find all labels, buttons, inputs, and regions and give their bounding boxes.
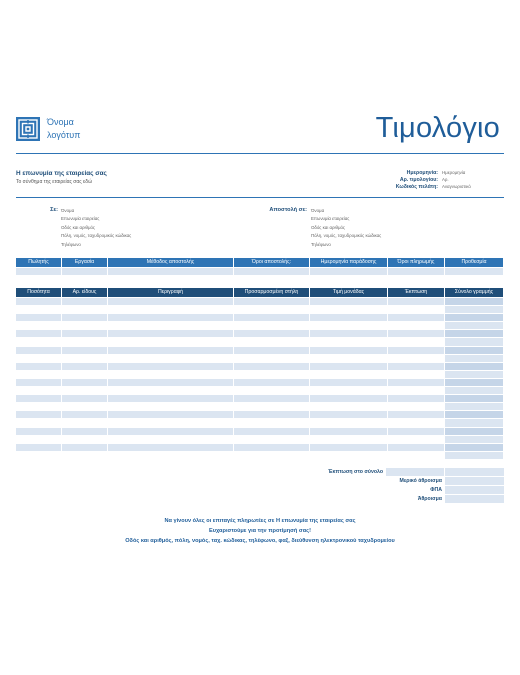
table-cell[interactable]	[108, 347, 233, 354]
table-cell[interactable]	[234, 419, 309, 426]
table-cell[interactable]	[234, 298, 309, 305]
line-total-cell[interactable]	[445, 298, 503, 305]
table-cell[interactable]	[16, 419, 61, 426]
table-cell[interactable]	[388, 355, 444, 362]
meta-row-customer-id	[350, 183, 510, 190]
table-row	[16, 452, 504, 459]
line-total-cell[interactable]	[445, 411, 503, 418]
table-cell[interactable]	[234, 436, 309, 443]
table-cell[interactable]	[62, 363, 107, 370]
table-cell[interactable]	[108, 338, 233, 345]
header-divider	[16, 153, 504, 154]
meta-value[interactable]: Αναγνωριστικό	[442, 184, 471, 189]
company-slogan: Το σύνθημα της εταιρείας σας εδώ	[16, 179, 92, 185]
table-row	[16, 419, 504, 426]
line-total-cell[interactable]	[445, 363, 503, 370]
table-cell[interactable]	[16, 379, 61, 386]
table-cell[interactable]	[388, 403, 444, 410]
items-body	[16, 298, 504, 459]
table-row	[16, 322, 504, 329]
ship-to-address	[311, 207, 461, 249]
table-cell[interactable]	[16, 436, 61, 443]
table-cell[interactable]	[16, 322, 61, 329]
line-total-cell[interactable]	[445, 347, 503, 354]
table-cell[interactable]	[310, 419, 387, 426]
summary-total-field[interactable]	[445, 486, 504, 494]
line-total-cell[interactable]	[445, 379, 503, 386]
table-cell[interactable]	[234, 403, 309, 410]
table-cell[interactable]	[310, 395, 387, 402]
line-total-cell[interactable]	[445, 395, 503, 402]
table-row	[16, 355, 504, 362]
table-cell[interactable]	[234, 322, 309, 329]
table-cell[interactable]	[16, 314, 61, 321]
address-line[interactable]: Τηλέφωνο	[311, 241, 331, 247]
address-line[interactable]: Οδός και αριθμός	[61, 224, 96, 230]
invoice-title: Τιμολόγιο	[375, 112, 500, 144]
header-delivery-date: Ημερομηνία παράδοσης	[310, 258, 387, 267]
table-row	[16, 314, 504, 321]
line-total-cell[interactable]	[445, 444, 503, 451]
table-cell[interactable]	[234, 411, 309, 418]
table-cell[interactable]	[16, 363, 61, 370]
summary-row-vat	[280, 486, 504, 494]
table-row	[16, 371, 504, 378]
summary-label: Μερικό άθροισμα	[399, 478, 442, 484]
shipping-header-row	[16, 258, 504, 267]
table-row	[16, 347, 504, 354]
table-cell[interactable]	[62, 314, 107, 321]
table-cell[interactable]	[62, 419, 107, 426]
table-cell[interactable]	[16, 411, 61, 418]
table-cell[interactable]	[16, 387, 61, 394]
table-cell[interactable]	[388, 436, 444, 443]
line-total-cell[interactable]	[445, 403, 503, 410]
header-description: Περιγραφή	[108, 288, 233, 297]
table-row	[16, 387, 504, 394]
address-line[interactable]: Τηλέφωνο	[61, 241, 81, 247]
table-cell[interactable]	[310, 322, 387, 329]
logo-text	[47, 116, 80, 142]
line-total-cell[interactable]	[445, 371, 503, 378]
table-cell[interactable]	[62, 268, 107, 275]
table-cell[interactable]	[310, 444, 387, 451]
maze-logo-icon	[16, 117, 40, 141]
table-cell[interactable]	[62, 338, 107, 345]
summary-row-subtotal	[280, 477, 504, 485]
table-cell[interactable]	[310, 306, 387, 313]
table-cell[interactable]	[16, 371, 61, 378]
line-total-cell[interactable]	[445, 355, 503, 362]
company-name: Η επωνυμία της εταιρείας σας	[16, 170, 107, 177]
table-row	[16, 444, 504, 451]
table-cell[interactable]	[234, 338, 309, 345]
table-cell[interactable]	[388, 268, 444, 275]
company-divider	[16, 197, 504, 198]
table-row	[16, 403, 504, 410]
table-cell[interactable]	[108, 419, 233, 426]
summary-field[interactable]	[386, 468, 444, 476]
table-row	[16, 306, 504, 313]
table-cell[interactable]	[62, 411, 107, 418]
address-line[interactable]: Επωνυμία εταιρείας	[311, 216, 350, 222]
line-total-cell[interactable]	[445, 322, 503, 329]
table-cell[interactable]	[310, 436, 387, 443]
summary-label: Άθροισμα	[417, 496, 442, 502]
table-cell[interactable]	[62, 306, 107, 313]
meta-label: Αρ. τιμολογίου:	[399, 176, 438, 183]
table-cell[interactable]	[234, 444, 309, 451]
header-quantity: Ποσότητα	[16, 288, 61, 297]
address-line[interactable]: Πόλη, νομός, ταχυδρομικός κώδικας	[311, 233, 382, 239]
line-total-cell[interactable]	[445, 452, 503, 459]
shipping-data-row	[16, 268, 504, 275]
header-due-date: Προθεσμία	[445, 258, 503, 267]
table-cell[interactable]	[310, 403, 387, 410]
summary-total-field[interactable]	[445, 477, 504, 485]
table-cell[interactable]	[16, 452, 61, 459]
header-discount: Έκπτωση	[388, 288, 444, 297]
header-shipping-terms: Όροι αποστολής:	[234, 258, 309, 267]
meta-value[interactable]: Αρ.	[442, 177, 449, 182]
table-cell[interactable]	[62, 452, 107, 459]
header-item-number: Αρ. είδους	[62, 288, 107, 297]
table-cell[interactable]	[16, 403, 61, 410]
line-total-cell[interactable]	[445, 419, 503, 426]
logo-line-1: Όνομα	[47, 117, 74, 127]
summary-total-field[interactable]	[445, 468, 504, 476]
table-row	[16, 436, 504, 443]
header-custom-column: Προσαρμοσμένη στήλη	[234, 288, 309, 297]
table-cell[interactable]	[388, 363, 444, 370]
table-row	[16, 298, 504, 305]
address-line[interactable]: Επωνυμία εταιρείας	[61, 216, 100, 222]
table-cell[interactable]	[16, 395, 61, 402]
table-cell[interactable]	[310, 387, 387, 394]
table-cell[interactable]	[108, 411, 233, 418]
table-cell[interactable]	[234, 268, 309, 275]
table-row	[16, 428, 504, 435]
table-cell[interactable]	[234, 306, 309, 313]
table-cell[interactable]	[108, 444, 233, 451]
table-cell[interactable]	[62, 330, 107, 337]
table-cell[interactable]	[388, 330, 444, 337]
table-cell[interactable]	[62, 379, 107, 386]
ship-to-label: Αποστολή σε:	[269, 207, 307, 213]
table-cell[interactable]	[62, 347, 107, 354]
table-cell[interactable]	[108, 330, 233, 337]
line-total-cell[interactable]	[445, 436, 503, 443]
line-total-cell[interactable]	[445, 428, 503, 435]
table-cell[interactable]	[108, 428, 233, 435]
meta-row-date	[350, 169, 510, 176]
table-cell[interactable]	[62, 298, 107, 305]
logo-line-2: λογότυπ	[47, 130, 81, 140]
table-cell[interactable]	[310, 452, 387, 459]
table-cell[interactable]	[310, 298, 387, 305]
header-salesperson: Πωλητής	[16, 258, 61, 267]
table-cell[interactable]	[108, 306, 233, 313]
table-row	[16, 395, 504, 402]
table-cell[interactable]	[310, 355, 387, 362]
header-job: Εργασία	[62, 258, 107, 267]
table-cell[interactable]	[16, 428, 61, 435]
footer-contact: Οδός και αριθμός, πόλη, νομός, ταχ. κώδικας, τηλέφωνο, φαξ, διεύθυνση ηλεκτρονικού ταχυδρομείου	[125, 538, 395, 544]
line-total-cell[interactable]	[445, 387, 503, 394]
line-total-cell[interactable]	[445, 314, 503, 321]
table-row	[16, 379, 504, 386]
table-cell[interactable]	[310, 330, 387, 337]
table-cell[interactable]	[310, 379, 387, 386]
header-line-total: Σύνολο γραμμής	[445, 288, 503, 297]
meta-value[interactable]: Ημερομηνία	[442, 170, 466, 175]
table-cell[interactable]	[388, 314, 444, 321]
summary-row-discount	[280, 468, 504, 476]
table-cell[interactable]	[108, 379, 233, 386]
table-cell[interactable]	[62, 444, 107, 451]
address-line[interactable]: Όνομα	[311, 208, 325, 213]
header-payment-terms: Όροι πληρωμής	[388, 258, 444, 267]
table-cell[interactable]	[108, 355, 233, 362]
table-cell[interactable]	[16, 298, 61, 305]
line-total-cell[interactable]	[445, 338, 503, 345]
table-cell[interactable]	[310, 347, 387, 354]
table-cell[interactable]	[310, 428, 387, 435]
shipping-table	[16, 258, 504, 275]
table-cell[interactable]	[445, 268, 503, 275]
summary-label: ΦΠΑ	[430, 487, 442, 493]
table-cell[interactable]	[108, 298, 233, 305]
table-cell[interactable]	[62, 355, 107, 362]
table-cell[interactable]	[234, 395, 309, 402]
table-cell[interactable]	[388, 444, 444, 451]
table-cell[interactable]	[388, 419, 444, 426]
table-cell[interactable]	[108, 363, 233, 370]
table-cell[interactable]	[388, 298, 444, 305]
header-shipping-method: Μέθοδος αποστολής	[108, 258, 233, 267]
table-cell[interactable]	[108, 436, 233, 443]
table-cell[interactable]	[108, 314, 233, 321]
line-total-cell[interactable]	[445, 330, 503, 337]
table-cell[interactable]	[108, 268, 233, 275]
table-cell[interactable]	[388, 322, 444, 329]
invoice-meta	[350, 169, 510, 190]
table-cell[interactable]	[108, 403, 233, 410]
table-cell[interactable]	[310, 371, 387, 378]
table-cell[interactable]	[234, 379, 309, 386]
table-cell[interactable]	[388, 338, 444, 345]
header-unit-price: Τιμή μονάδας	[310, 288, 387, 297]
address-line[interactable]: Πόλη, νομός, ταχυδρομικός κώδικας	[61, 233, 132, 239]
table-cell[interactable]	[108, 452, 233, 459]
table-row	[16, 411, 504, 418]
table-cell[interactable]	[234, 314, 309, 321]
table-cell[interactable]	[234, 355, 309, 362]
table-cell[interactable]	[388, 411, 444, 418]
table-cell[interactable]	[16, 347, 61, 354]
table-cell[interactable]	[310, 338, 387, 345]
table-cell[interactable]	[16, 338, 61, 345]
table-cell[interactable]	[234, 387, 309, 394]
meta-label: Ημερομηνία:	[406, 169, 438, 176]
table-cell[interactable]	[310, 363, 387, 370]
table-cell[interactable]	[388, 379, 444, 386]
table-cell[interactable]	[16, 355, 61, 362]
table-row	[16, 330, 504, 337]
table-cell[interactable]	[62, 428, 107, 435]
table-cell[interactable]	[310, 314, 387, 321]
address-line[interactable]: Οδός και αριθμός	[311, 224, 346, 230]
meta-row-invoice-number	[350, 176, 510, 183]
table-cell[interactable]	[62, 395, 107, 402]
table-cell[interactable]	[16, 444, 61, 451]
to-address	[61, 207, 201, 249]
to-label: Σε:	[50, 207, 58, 213]
table-cell[interactable]	[388, 395, 444, 402]
items-table	[16, 288, 504, 459]
totals-summary	[280, 468, 504, 504]
table-cell[interactable]	[388, 387, 444, 394]
table-cell[interactable]	[108, 322, 233, 329]
table-cell[interactable]	[310, 268, 387, 275]
table-cell[interactable]	[234, 428, 309, 435]
table-cell[interactable]	[234, 330, 309, 337]
table-cell[interactable]	[310, 411, 387, 418]
table-cell[interactable]	[16, 330, 61, 337]
table-cell[interactable]	[62, 387, 107, 394]
footer-thanks: Ευχαριστούμε για την προτίμησή σας!	[209, 528, 311, 534]
summary-total-field[interactable]	[445, 495, 504, 503]
table-cell[interactable]	[62, 322, 107, 329]
table-cell[interactable]	[234, 363, 309, 370]
table-cell[interactable]	[108, 371, 233, 378]
table-cell[interactable]	[108, 387, 233, 394]
footer-payable-note: Να γίνουν όλες οι επιταγές πληρωτέες σε Η επωνυμία της εταιρείας σας	[164, 518, 356, 524]
table-cell[interactable]	[388, 452, 444, 459]
table-cell[interactable]	[234, 347, 309, 354]
table-cell[interactable]	[16, 306, 61, 313]
line-total-cell[interactable]	[445, 306, 503, 313]
items-header-row	[16, 288, 504, 297]
table-cell[interactable]	[388, 371, 444, 378]
summary-row-total	[280, 495, 504, 503]
table-row	[16, 363, 504, 370]
table-cell[interactable]	[62, 403, 107, 410]
table-cell[interactable]	[388, 347, 444, 354]
address-line[interactable]: Όνομα	[61, 208, 75, 213]
table-cell[interactable]	[16, 268, 61, 275]
table-row	[16, 338, 504, 345]
table-cell[interactable]	[62, 371, 107, 378]
meta-label: Κωδικός πελάτη:	[395, 183, 438, 190]
table-cell[interactable]	[388, 428, 444, 435]
table-cell[interactable]	[108, 395, 233, 402]
table-cell[interactable]	[234, 371, 309, 378]
table-cell[interactable]	[62, 436, 107, 443]
summary-label: Έκπτωση στο σύνολο	[328, 469, 383, 475]
table-cell[interactable]	[388, 306, 444, 313]
table-cell[interactable]	[234, 452, 309, 459]
